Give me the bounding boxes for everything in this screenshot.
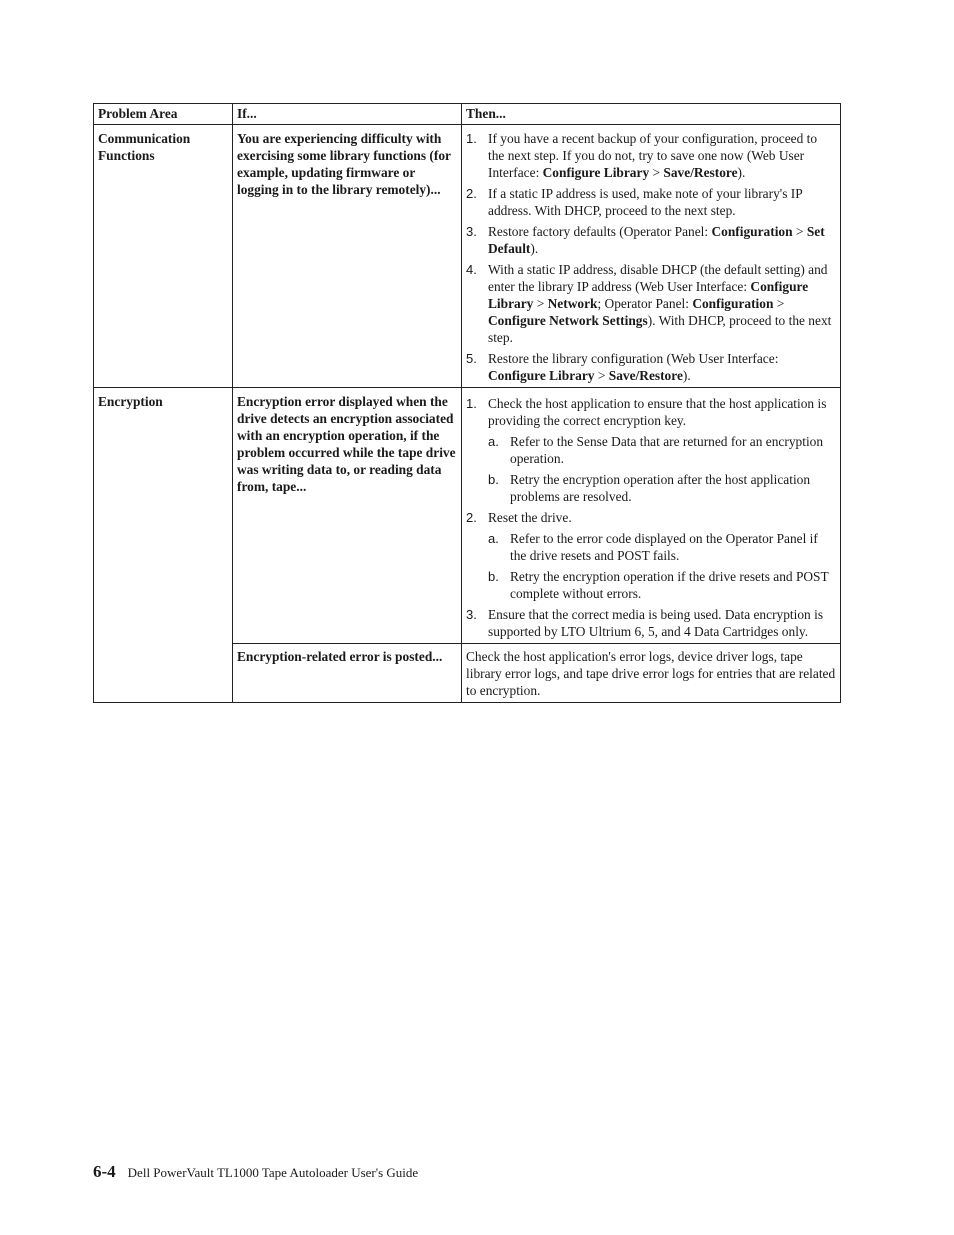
sub-step-text: Refer to the Sense Data that are returned for an encryption operation. <box>510 434 824 466</box>
sub-step-letter: b. <box>488 472 499 487</box>
step-body <box>488 509 836 602</box>
step-number: 1. <box>466 396 477 411</box>
list-item <box>466 185 836 219</box>
step-text <box>488 350 836 384</box>
ui-path-term: Set Default <box>488 224 825 256</box>
ui-path-term: Configure Library <box>488 368 595 383</box>
steps-communication <box>462 125 841 388</box>
list-item <box>466 223 836 257</box>
step-text-run: ). With DHCP, proceed to the next step. <box>488 313 832 345</box>
step-body <box>488 395 836 505</box>
step-number: 5. <box>466 351 477 366</box>
step-number: 3. <box>466 224 477 239</box>
step-text-run: ; Operator Panel: <box>597 296 693 311</box>
ui-path-term: Network <box>547 296 598 311</box>
step-text-run: > <box>792 224 807 239</box>
page-number: 6-4 <box>93 1162 116 1181</box>
header-then: Then... <box>462 104 841 125</box>
ui-path-term: Configuration <box>711 224 793 239</box>
ui-path-term: Configure Library <box>488 279 809 311</box>
header-problem-area: Problem Area <box>94 104 233 125</box>
troubleshooting-table <box>93 103 841 703</box>
step-text: Check the host application to ensure that the host application is providing the correct encryption key. <box>488 396 827 428</box>
step-text-run: Restore factory defaults (Operator Panel: <box>488 224 712 239</box>
page-footer <box>93 1162 418 1182</box>
step-text-run: > <box>649 165 664 180</box>
sub-step-list <box>488 433 836 505</box>
ui-path-term: Save/Restore <box>608 368 683 383</box>
table-row <box>94 388 841 644</box>
step-text <box>488 185 836 219</box>
step-text-run: With a static IP address, disable DHCP (the default setting) and enter the library IP address (Web User Interface: <box>488 262 828 294</box>
sub-step-item <box>488 433 836 467</box>
step-number: 3. <box>466 607 477 622</box>
condition-communication: You are experiencing difficulty with exercising some library functions (for example, updating firmware or logging in to the library remotely)... <box>233 125 462 388</box>
step-text-run: If a static IP address is used, make note of your library's IP address. With DHCP, proceed to the next step. <box>488 186 803 218</box>
step-text <box>488 261 836 346</box>
step-number: 4. <box>466 262 477 277</box>
step-text-run: ). <box>682 368 691 383</box>
list-item <box>466 606 836 640</box>
list-item <box>466 395 836 505</box>
sub-step-letter: a. <box>488 434 499 449</box>
list-item <box>466 261 836 346</box>
step-text: Ensure that the correct media is being used. Data encryption is supported by LTO Ultrium 6, 5, and 4 Data Cartridges only. <box>488 607 824 639</box>
condition-encryption-posted: Encryption-related error is posted... <box>233 644 462 703</box>
table-row <box>94 125 841 388</box>
step-body <box>488 606 836 640</box>
list-item <box>466 130 836 181</box>
step-text: Reset the drive. <box>488 510 572 525</box>
step-number: 2. <box>466 510 477 525</box>
step-number: 1. <box>466 131 477 146</box>
sub-step-item <box>488 530 836 564</box>
step-text-run: If you have a recent backup of your configuration, proceed to the next step. If you do not, try to save one now (Web User Interface: <box>488 131 818 180</box>
sub-step-letter: a. <box>488 531 499 546</box>
comm-step-list <box>466 130 836 384</box>
enc-step-list <box>466 395 836 640</box>
step-text <box>488 130 836 181</box>
step-text-run: ). <box>737 165 746 180</box>
step-text-run: Restore the library configuration (Web User Interface: <box>488 351 779 366</box>
table-header-row <box>94 104 841 125</box>
step-text-run: > <box>533 296 548 311</box>
steps-encryption <box>462 388 841 644</box>
sub-step-text: Refer to the error code displayed on the Operator Panel if the drive resets and POST fails. <box>510 531 818 563</box>
sub-step-list <box>488 530 836 602</box>
step-text <box>488 223 836 257</box>
problem-area-communication: Communication Functions <box>94 125 233 388</box>
header-if: If... <box>233 104 462 125</box>
action-encryption-posted: Check the host application's error logs, device driver logs, tape library error logs, and tape drive error logs for entries that are related to encryption. <box>462 644 841 703</box>
ui-path-term: Save/Restore <box>663 165 738 180</box>
problem-area-encryption: Encryption <box>94 388 233 703</box>
sub-step-item <box>488 568 836 602</box>
condition-encryption-error: Encryption error displayed when the drive detects an encryption associated with an encryption operation, if the problem occurred while the tape drive was writing data to, or reading data from, tape... <box>233 388 462 644</box>
sub-step-text: Retry the encryption operation after the host application problems are resolved. <box>510 472 811 504</box>
step-text-run: ). <box>530 241 539 256</box>
step-text-run: > <box>594 368 609 383</box>
sub-step-item <box>488 471 836 505</box>
list-item <box>466 350 836 384</box>
document-title: Dell PowerVault TL1000 Tape Autoloader User's Guide <box>127 1165 419 1180</box>
ui-path-term: Configuration <box>692 296 774 311</box>
ui-path-term: Configure Network Settings <box>488 313 648 328</box>
ui-path-term: Configure Library <box>542 165 650 180</box>
step-text-run: > <box>773 296 785 311</box>
sub-step-letter: b. <box>488 569 499 584</box>
step-number: 2. <box>466 186 477 201</box>
sub-step-text: Retry the encryption operation if the drive resets and POST complete without errors. <box>510 569 829 601</box>
list-item <box>466 509 836 602</box>
